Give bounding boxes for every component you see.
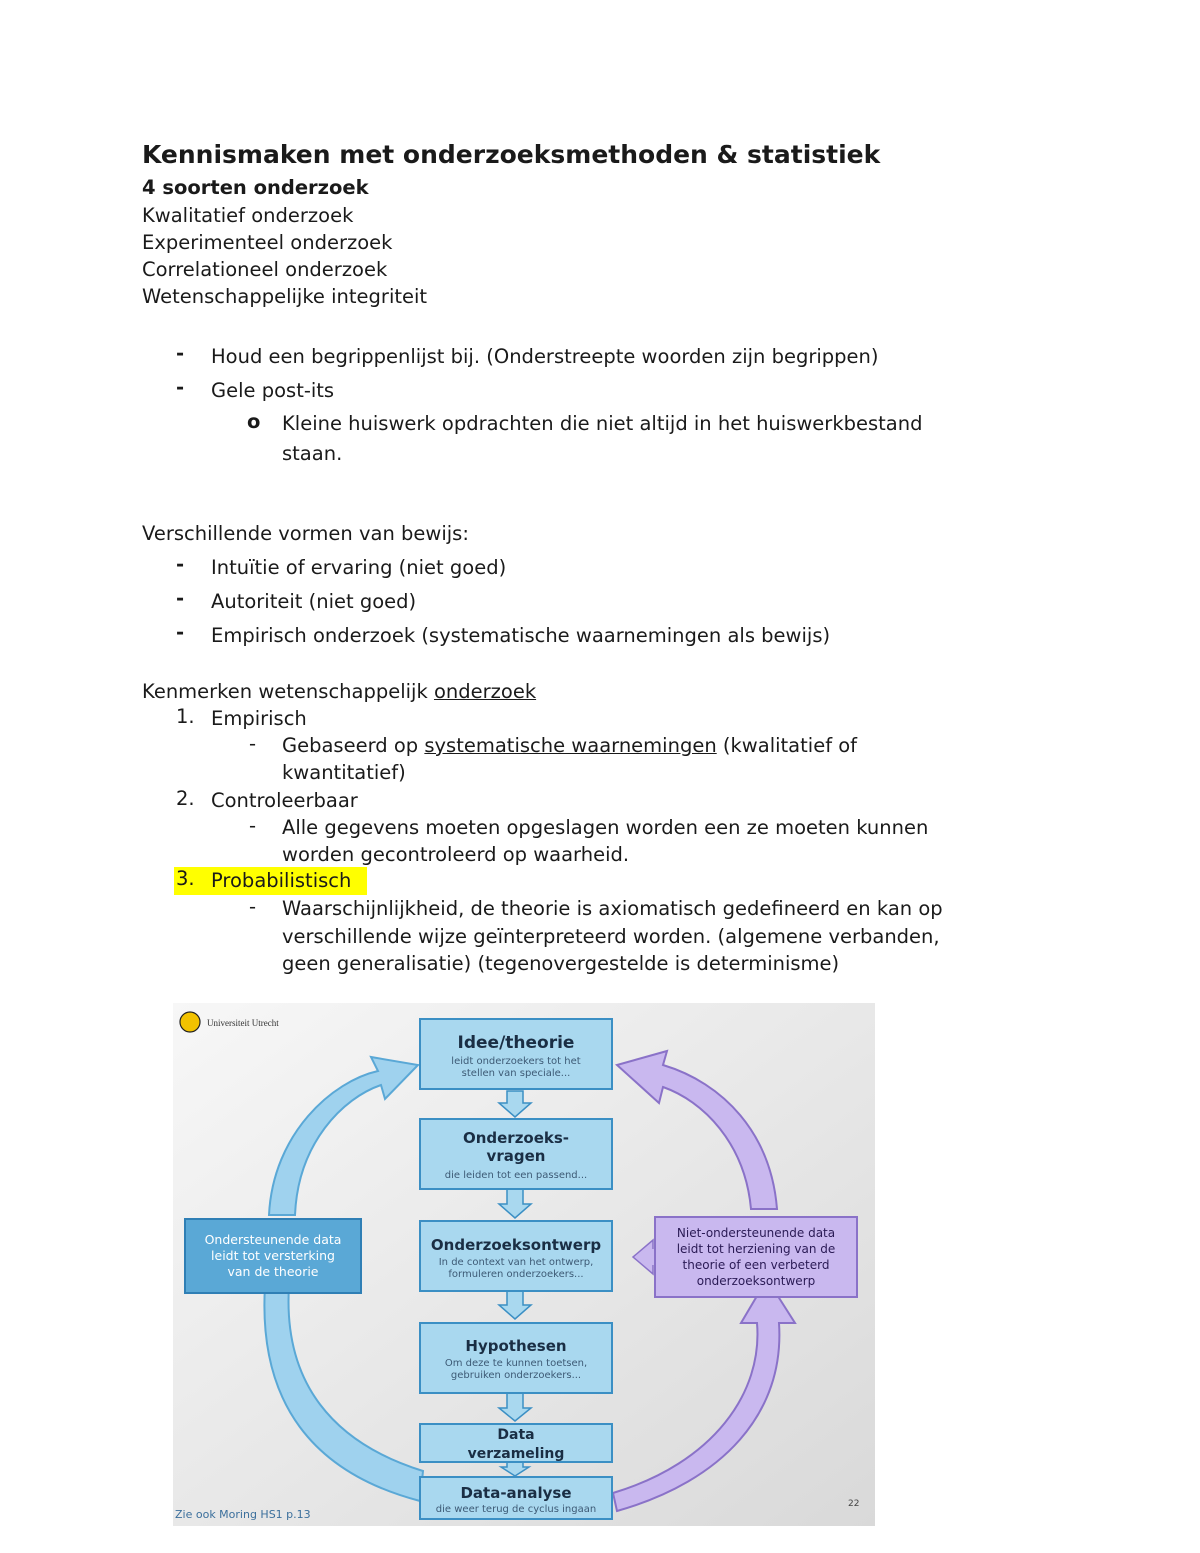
- research-type: Kwalitatief onderzoek: [142, 204, 354, 227]
- research-type: Correlationeel onderzoek: [142, 258, 388, 281]
- box-onderzoeksontwerp: [420, 1221, 612, 1291]
- box-line: leidt tot versterking: [211, 1248, 335, 1263]
- box-title: Onderzoeks-: [462, 1129, 570, 1147]
- dash-bullet: -: [249, 895, 257, 918]
- characteristic-desc: verschillende wijze geïnterpreteerd worden. (algemene verbanden,: [282, 925, 940, 948]
- characteristic-desc: worden gecontroleerd op waarheid.: [282, 843, 630, 866]
- characteristic-label: Probabilistisch: [211, 869, 352, 892]
- dash-bullet: -: [176, 553, 185, 576]
- box-subtitle: stellen van speciale...: [461, 1068, 571, 1079]
- evidence-item: Empirisch onderzoek (systematische waarnemingen als bewijs): [211, 624, 831, 647]
- list-number: 1.: [176, 705, 195, 728]
- box-line: Niet-ondersteunende data: [676, 1226, 836, 1240]
- characteristic-label: Empirisch: [211, 707, 307, 730]
- dash-bullet: -: [176, 376, 185, 399]
- box-line: onderzoeksontwerp: [696, 1274, 816, 1288]
- box-subtitle: formuleren onderzoekers...: [448, 1269, 584, 1280]
- evidence-item: Autoriteit (niet goed): [211, 590, 417, 613]
- underlined-term: onderzoek: [433, 680, 537, 703]
- tip-item: Gele post-its: [211, 379, 335, 402]
- university-logo-icon: [180, 1012, 200, 1032]
- tip-subitem-continued: staan.: [282, 442, 343, 465]
- tip-item: Houd een begrippenlijst bij. (Onderstreepte woorden zijn begrippen): [211, 345, 879, 368]
- box-title: Data: [497, 1427, 535, 1443]
- box-subtitle: gebruiken onderzoekers...: [450, 1370, 582, 1381]
- box-subtitle: leidt onderzoekers tot het: [451, 1056, 581, 1067]
- box-title: Onderzoeksontwerp: [430, 1236, 602, 1254]
- box-title: Hypothesen: [465, 1337, 567, 1355]
- dash-bullet: -: [249, 814, 257, 837]
- characteristic-desc: [282, 732, 857, 759]
- box-subtitle: In de context van het ontwerp,: [438, 1257, 594, 1268]
- dash-bullet: -: [176, 587, 185, 610]
- logo-text: Universiteit Utrecht: [207, 1018, 279, 1028]
- box-subtitle: Om deze te kunnen toetsen,: [444, 1358, 588, 1369]
- research-type: Experimenteel onderzoek: [142, 231, 393, 254]
- characteristic-desc: Waarschijnlijkheid, de theorie is axiomatisch gedefineerd en kan op: [282, 897, 943, 920]
- desc-text: Gebaseerd op: [282, 734, 425, 757]
- desc-text: (kwalitatief of: [716, 734, 858, 757]
- footnote: Zie ook Moring HS1 p.13: [175, 1508, 311, 1521]
- box-line: van de theorie: [227, 1264, 319, 1279]
- box-line: theorie of een verbeterd: [682, 1258, 830, 1272]
- list-number: 3.: [176, 867, 195, 890]
- slide-page-number: 22: [848, 1499, 860, 1509]
- underlined-term: systematische waarnemingen: [424, 734, 717, 757]
- box-title: Idee/theorie: [457, 1033, 575, 1053]
- section-subtitle: 4 soorten onderzoek: [142, 176, 369, 199]
- list-number: 2.: [176, 787, 195, 810]
- characteristic-label: Controleerbaar: [211, 789, 358, 812]
- box-subtitle: die leiden tot een passend...: [444, 1170, 588, 1181]
- dash-bullet: -: [249, 732, 257, 755]
- characteristic-desc: Alle gegevens moeten opgeslagen worden een ze moeten kunnen: [282, 816, 929, 839]
- research-type: Wetenschappelijke integriteit: [142, 285, 428, 308]
- characteristic-desc: kwantitatief): [282, 761, 406, 784]
- document-title: Kennismaken met onderzoeksmethoden & statistiek: [142, 140, 881, 169]
- research-cycle-diagram: [173, 1003, 875, 1526]
- box-line: Ondersteunende data: [204, 1232, 342, 1247]
- characteristics-heading: [142, 678, 536, 705]
- box-subtitle: die weer terug de cyclus ingaan: [435, 1504, 597, 1515]
- dash-bullet: -: [176, 342, 185, 365]
- evidence-item: Intuïtie of ervaring (niet goed): [211, 556, 507, 579]
- box-title: vragen: [486, 1147, 546, 1165]
- circle-bullet: o: [247, 410, 261, 433]
- box-title: Data-analyse: [460, 1484, 572, 1502]
- evidence-heading: Verschillende vormen van bewijs:: [142, 522, 469, 545]
- heading-text: Kenmerken wetenschappelijk: [142, 680, 434, 703]
- characteristic-desc: geen generalisatie) (tegenovergestelde is determinisme): [282, 952, 840, 975]
- dash-bullet: -: [176, 621, 185, 644]
- tip-subitem: Kleine huiswerk opdrachten die niet altijd in het huiswerkbestand: [282, 412, 923, 435]
- box-line: leidt tot herziening van de: [676, 1242, 836, 1256]
- box-title: verzameling: [467, 1446, 565, 1462]
